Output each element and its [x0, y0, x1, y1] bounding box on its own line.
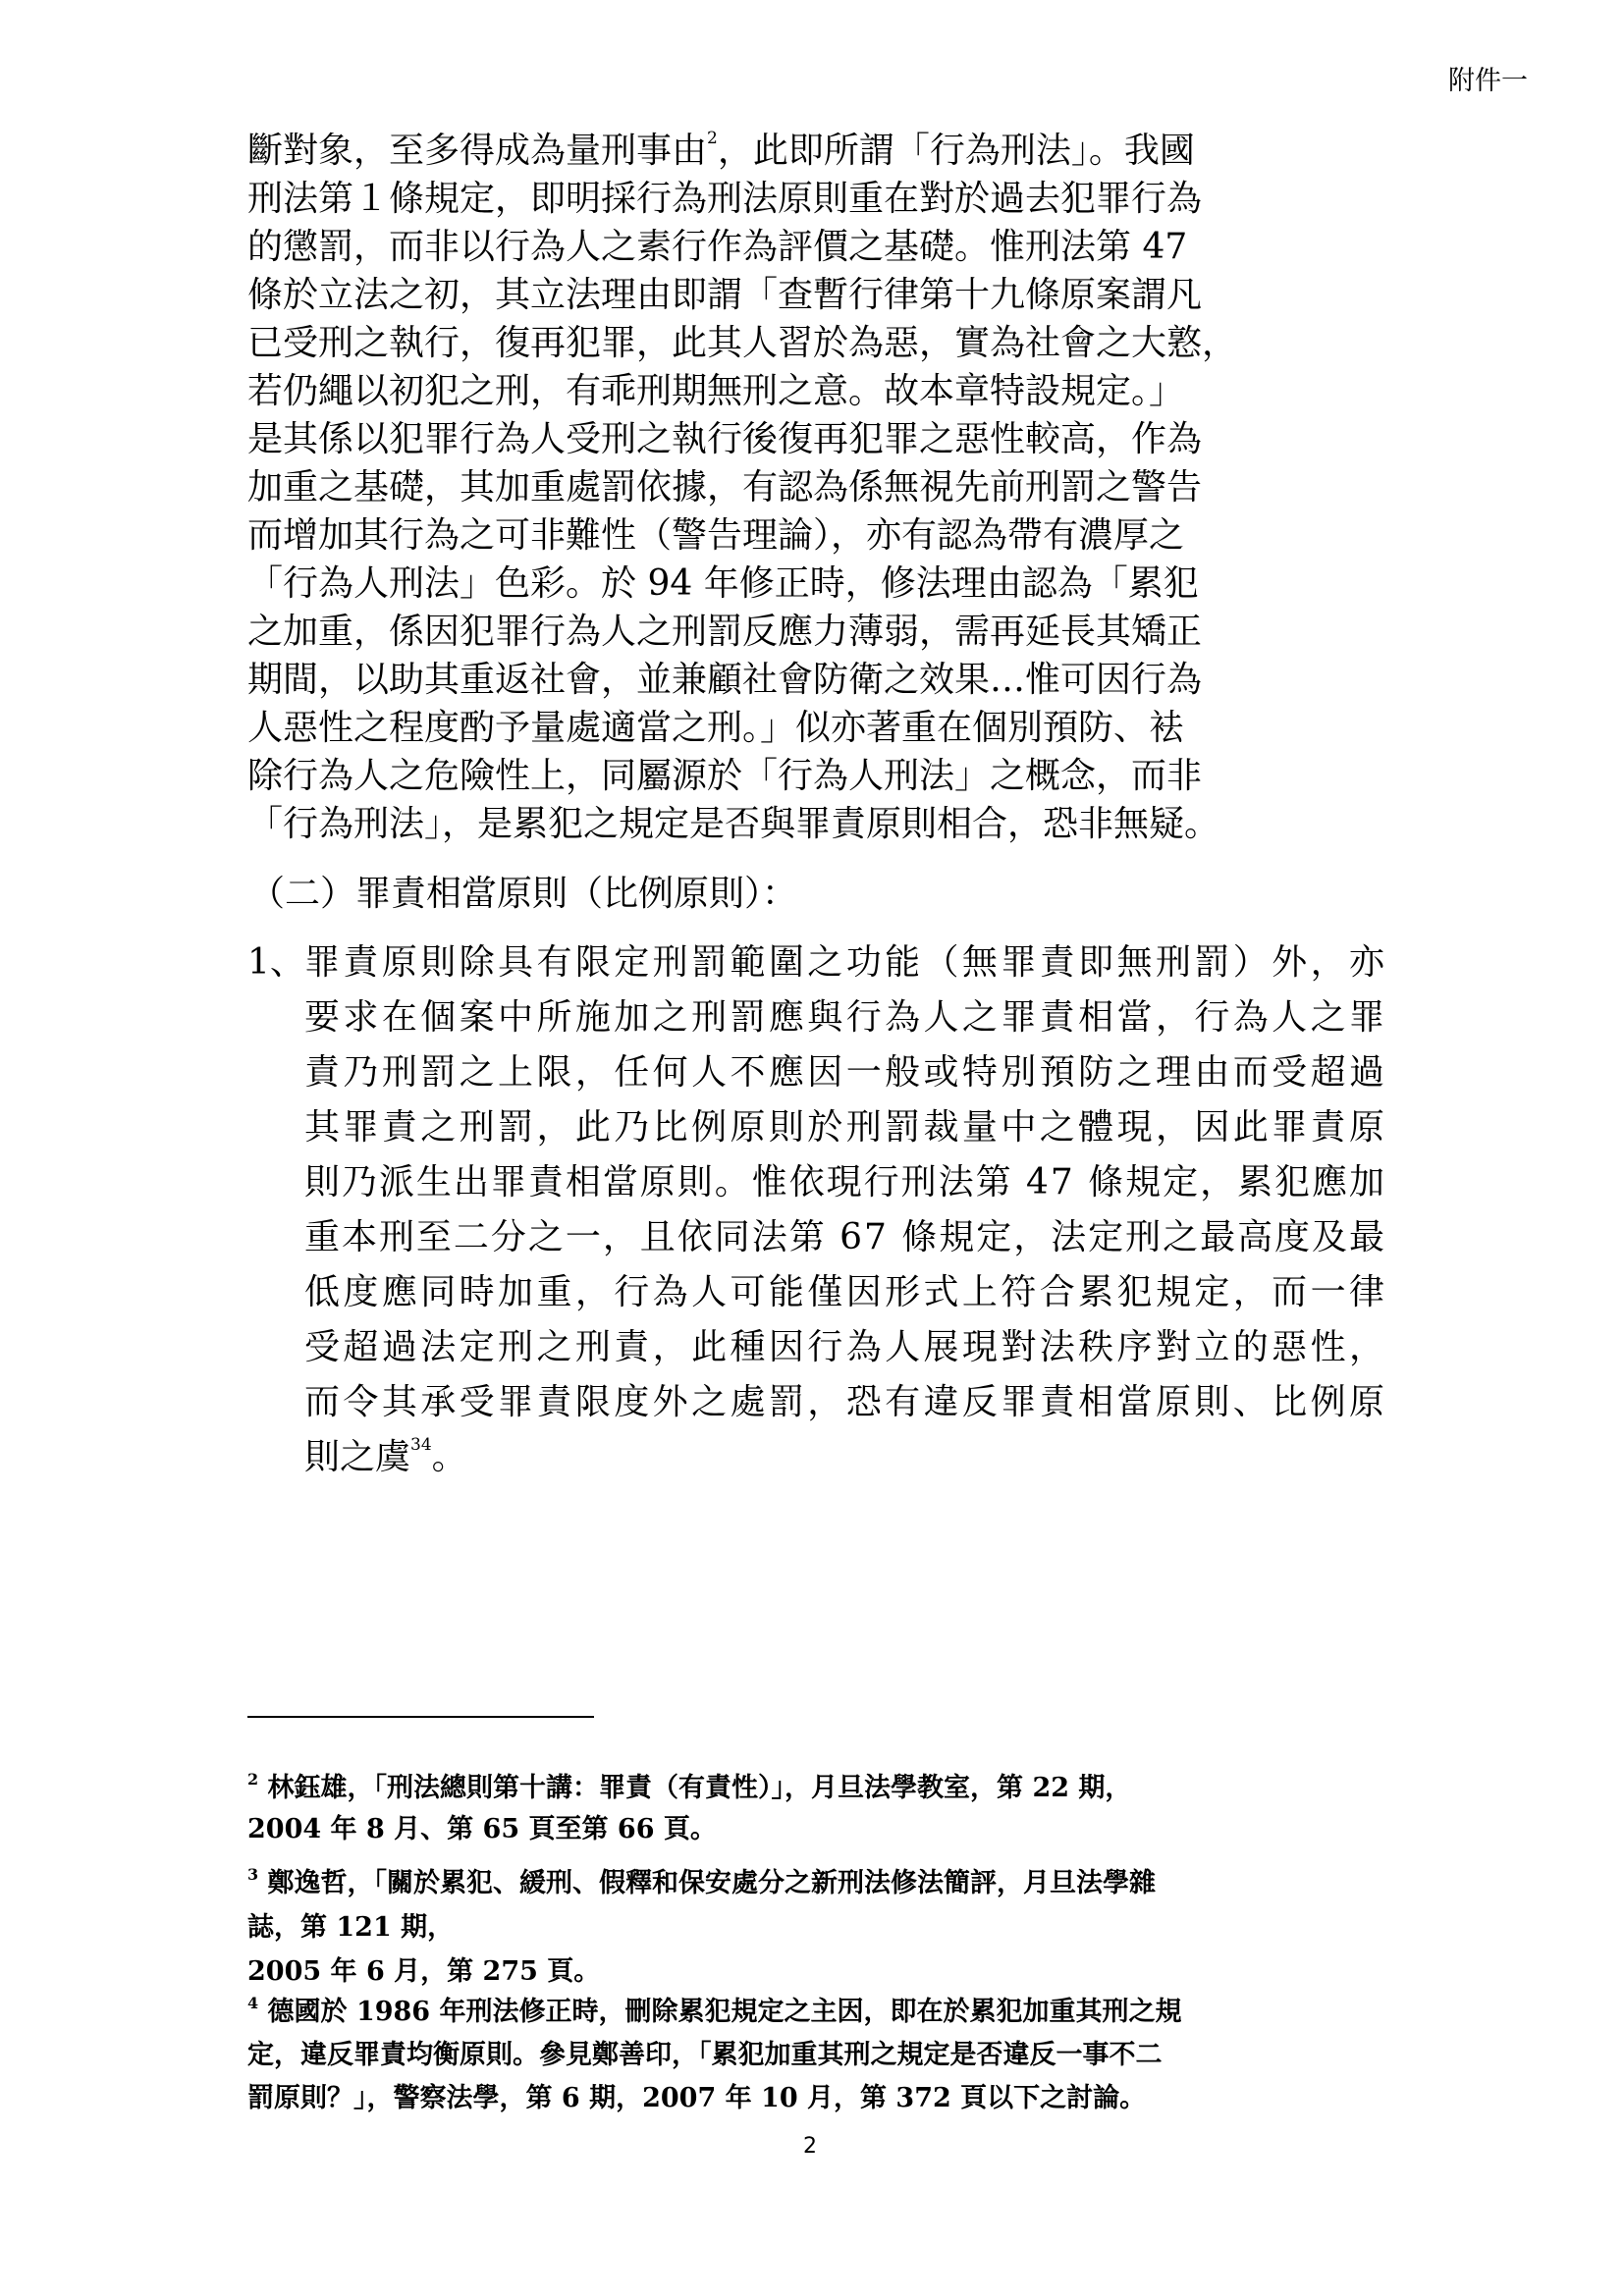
- item-line: 重本刑至二分之一，且依同法第 67 條規定，法定刑之最高度及最: [304, 1217, 1386, 1257]
- footnote-text: 鄭逸哲，「關於累犯、緩刑、假釋和保安處分之新刑法修法簡評，月旦法學雜: [258, 1868, 1157, 1898]
- footnote-line: [247, 1914, 454, 1941]
- item-line: [304, 1435, 467, 1477]
- footnote-number: 2: [247, 1770, 259, 1789]
- footnote-separator: [247, 1716, 594, 1718]
- body-line: 期間，以助其重返社會，並兼顧社會防衛之效果…惟可因行為: [247, 660, 1203, 700]
- footnote-line: [247, 1816, 717, 1842]
- item-line: 低度應同時加重，行為人可能僅因形式上符合累犯規定，而一律: [304, 1272, 1388, 1312]
- footnote-text: 罰原則？」，警察法學，第 6 期，2007 年 10 月，第 372 頁以下之討論。: [247, 2083, 1147, 2113]
- footnote-text: 林鈺雄，「刑法總則第十講：罪責（有責性）」，月旦法學教室，第 22 期，: [258, 1773, 1132, 1803]
- list-item-marker: 1、: [247, 942, 305, 983]
- line-text: 。: [431, 1437, 467, 1477]
- body-line: 條於立法之初，其立法理由即謂「查暫行律第十九條原案謂凡: [247, 275, 1203, 315]
- item-line: 罪責原則除具有限定刑罰範圍之功能（無罪責即無刑罰）外，亦: [304, 942, 1388, 983]
- footnote-line: [247, 2085, 1146, 2111]
- footnote-text: 2004 年 8 月、第 65 頁至第 66 頁。: [247, 1814, 717, 1844]
- item-line: 其罪責之刑罰，此乃比例原則於刑罰裁量中之體現，因此罪責原: [304, 1107, 1388, 1148]
- body-line: 除行為人之危險性上，同屬源於「行為人刑法」之概念，而非: [247, 756, 1203, 796]
- page-number: 2: [803, 2134, 817, 2159]
- footnote-line: [247, 1865, 1157, 1898]
- body-line: 人惡性之程度酌予量處適當之刑。」似亦著重在個別預防、袪: [247, 708, 1185, 748]
- body-line: 是其係以犯罪行為人受刑之執行後復再犯罪之惡性較高，作為: [247, 419, 1203, 459]
- footnote-line: [247, 2042, 1163, 2068]
- section-heading: （二）罪責相當原則（比例原則）：: [249, 874, 798, 914]
- body-line: 而增加其行為之可非難性（警告理論），亦有認為帶有濃厚之: [247, 515, 1185, 556]
- item-line: 責乃刑罰之上限，任何人不應因一般或特別預防之理由而受超過: [304, 1052, 1388, 1093]
- footnote-number: 3: [247, 1865, 259, 1884]
- line-text: 斷對象，至多得成為量刑事由: [247, 131, 708, 171]
- footnote-text: 誌，第 121 期，: [247, 1912, 455, 1943]
- item-line: 而令其承受罪責限度外之處罰，恐有違反罪責相當原則、比例原: [304, 1382, 1388, 1422]
- body-line: 加重之基礎，其加重處罰依據，有認為係無視先前刑罰之警告: [247, 467, 1203, 507]
- footnote-ref: 2: [707, 129, 718, 148]
- body-line: [247, 129, 1195, 171]
- attachment-label: 附件一: [1448, 66, 1528, 96]
- footnote-line: [247, 1770, 1132, 1803]
- footnote-number: 4: [247, 1994, 259, 2012]
- footnote-text: 2005 年 6 月，第 275 頁。: [247, 1956, 601, 1987]
- line-text: ，此即所謂「行為刑法」。我國: [717, 131, 1195, 171]
- footnote-ref: 34: [410, 1435, 432, 1455]
- body-line: 「行為刑法」，是累犯之規定是否與罪責原則相合，恐非無疑。: [247, 804, 1220, 844]
- footnote-line: [247, 1958, 600, 1985]
- body-line: 之加重，係因犯罪行為人之刑罰反應力薄弱，需再延長其矯正: [247, 612, 1203, 652]
- item-line: 要求在個案中所施加之刑罰應與行為人之罪責相當，行為人之罪: [304, 997, 1388, 1038]
- body-line: 刑法第１條規定，即明採行為刑法原則重在對於過去犯罪行為: [247, 179, 1203, 219]
- body-line: 「行為人刑法」色彩。於 94 年修正時，修法理由認為「累犯: [247, 563, 1199, 604]
- footnote-text: 德國於 1986 年刑法修正時，刪除累犯規定之主因，即在於累犯加重其刑之規: [258, 1997, 1182, 2027]
- body-line: 已受刑之執行，復再犯罪，此其人習於為惡，實為社會之大憝，: [247, 323, 1238, 363]
- item-line: 受超過法定刑之刑責，此種因行為人展現對法秩序對立的惡性，: [304, 1327, 1388, 1367]
- body-line: 的懲罰，而非以行為人之素行作為評價之基礎。惟刑法第 47: [247, 227, 1188, 267]
- item-line: 則乃派生出罪責相當原則。惟依現行刑法第 47 條規定，累犯應加: [304, 1162, 1386, 1202]
- body-line: 若仍繩以初犯之刑，有乖刑期無刑之意。故本章特設規定。」: [247, 371, 1185, 411]
- line-text: 則之虞: [304, 1437, 411, 1477]
- footnote-line: [247, 1994, 1182, 2027]
- footnote-text: 定，違反罪責均衡原則。參見鄭善印，「累犯加重其刑之規定是否違反一事不二: [247, 2040, 1163, 2070]
